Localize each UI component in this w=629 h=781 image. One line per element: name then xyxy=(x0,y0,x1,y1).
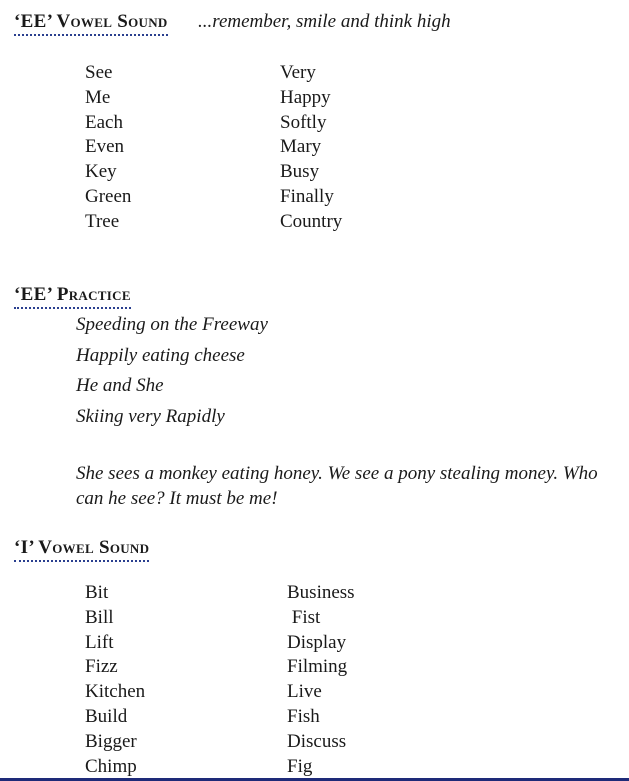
ee-vowel-note: ...remember, smile and think high xyxy=(198,11,451,32)
ee-word: Key xyxy=(85,161,117,183)
ee-word-column-2 xyxy=(280,61,342,235)
i-word: Business xyxy=(287,582,355,603)
ee-word: See xyxy=(85,62,113,83)
i-word: Build xyxy=(85,705,128,727)
ee-practice-paragraph: She sees a monkey eating honey. We see a pony stealing money. Who can he see? It must be me! xyxy=(76,463,598,509)
i-word: Live xyxy=(287,681,322,703)
ee-word: Finally xyxy=(280,185,334,207)
i-word: Fizz xyxy=(85,656,118,678)
ee-word-column-1 xyxy=(85,61,131,235)
ee-word: Busy xyxy=(280,161,320,183)
i-vowel-heading: ‘I’ Vowel Sound xyxy=(14,537,149,562)
i-word: Fist xyxy=(287,606,321,628)
ee-word: Very xyxy=(280,62,316,83)
i-word: Filming xyxy=(287,656,348,678)
i-word: Fish xyxy=(287,705,320,727)
i-word: Bigger xyxy=(85,730,137,752)
ee-practice-phrases xyxy=(76,310,268,432)
ee-practice-heading: ‘EE’ Practice xyxy=(14,284,131,309)
practice-phrase: Skiing very Rapidly xyxy=(76,405,225,427)
i-word: Display xyxy=(287,631,347,653)
ee-word: Tree xyxy=(85,210,120,232)
ee-vowel-heading: ‘EE’ Vowel Sound xyxy=(14,11,168,36)
ee-word: Even xyxy=(85,136,125,158)
i-word: Fig xyxy=(287,755,313,777)
ee-word: Mary xyxy=(280,136,322,158)
i-word: Kitchen xyxy=(85,681,146,703)
i-word: Discuss xyxy=(287,730,347,752)
ee-word: Me xyxy=(85,86,111,108)
i-word: Lift xyxy=(85,631,114,653)
i-word: Chimp xyxy=(85,755,137,777)
i-word: Bit xyxy=(85,582,109,603)
practice-phrase: He and She xyxy=(76,375,164,397)
ee-word: Softly xyxy=(280,111,327,133)
practice-phrase: Happily eating cheese xyxy=(76,344,245,366)
ee-word: Each xyxy=(85,111,123,133)
i-word-column-2 xyxy=(287,581,355,779)
i-word: Bill xyxy=(85,606,114,628)
ee-word: Green xyxy=(85,185,132,207)
i-word-column-1 xyxy=(85,581,145,779)
ee-word: Happy xyxy=(280,86,331,108)
practice-phrase: Speeding on the Freeway xyxy=(76,314,268,335)
ee-word: Country xyxy=(280,210,343,232)
